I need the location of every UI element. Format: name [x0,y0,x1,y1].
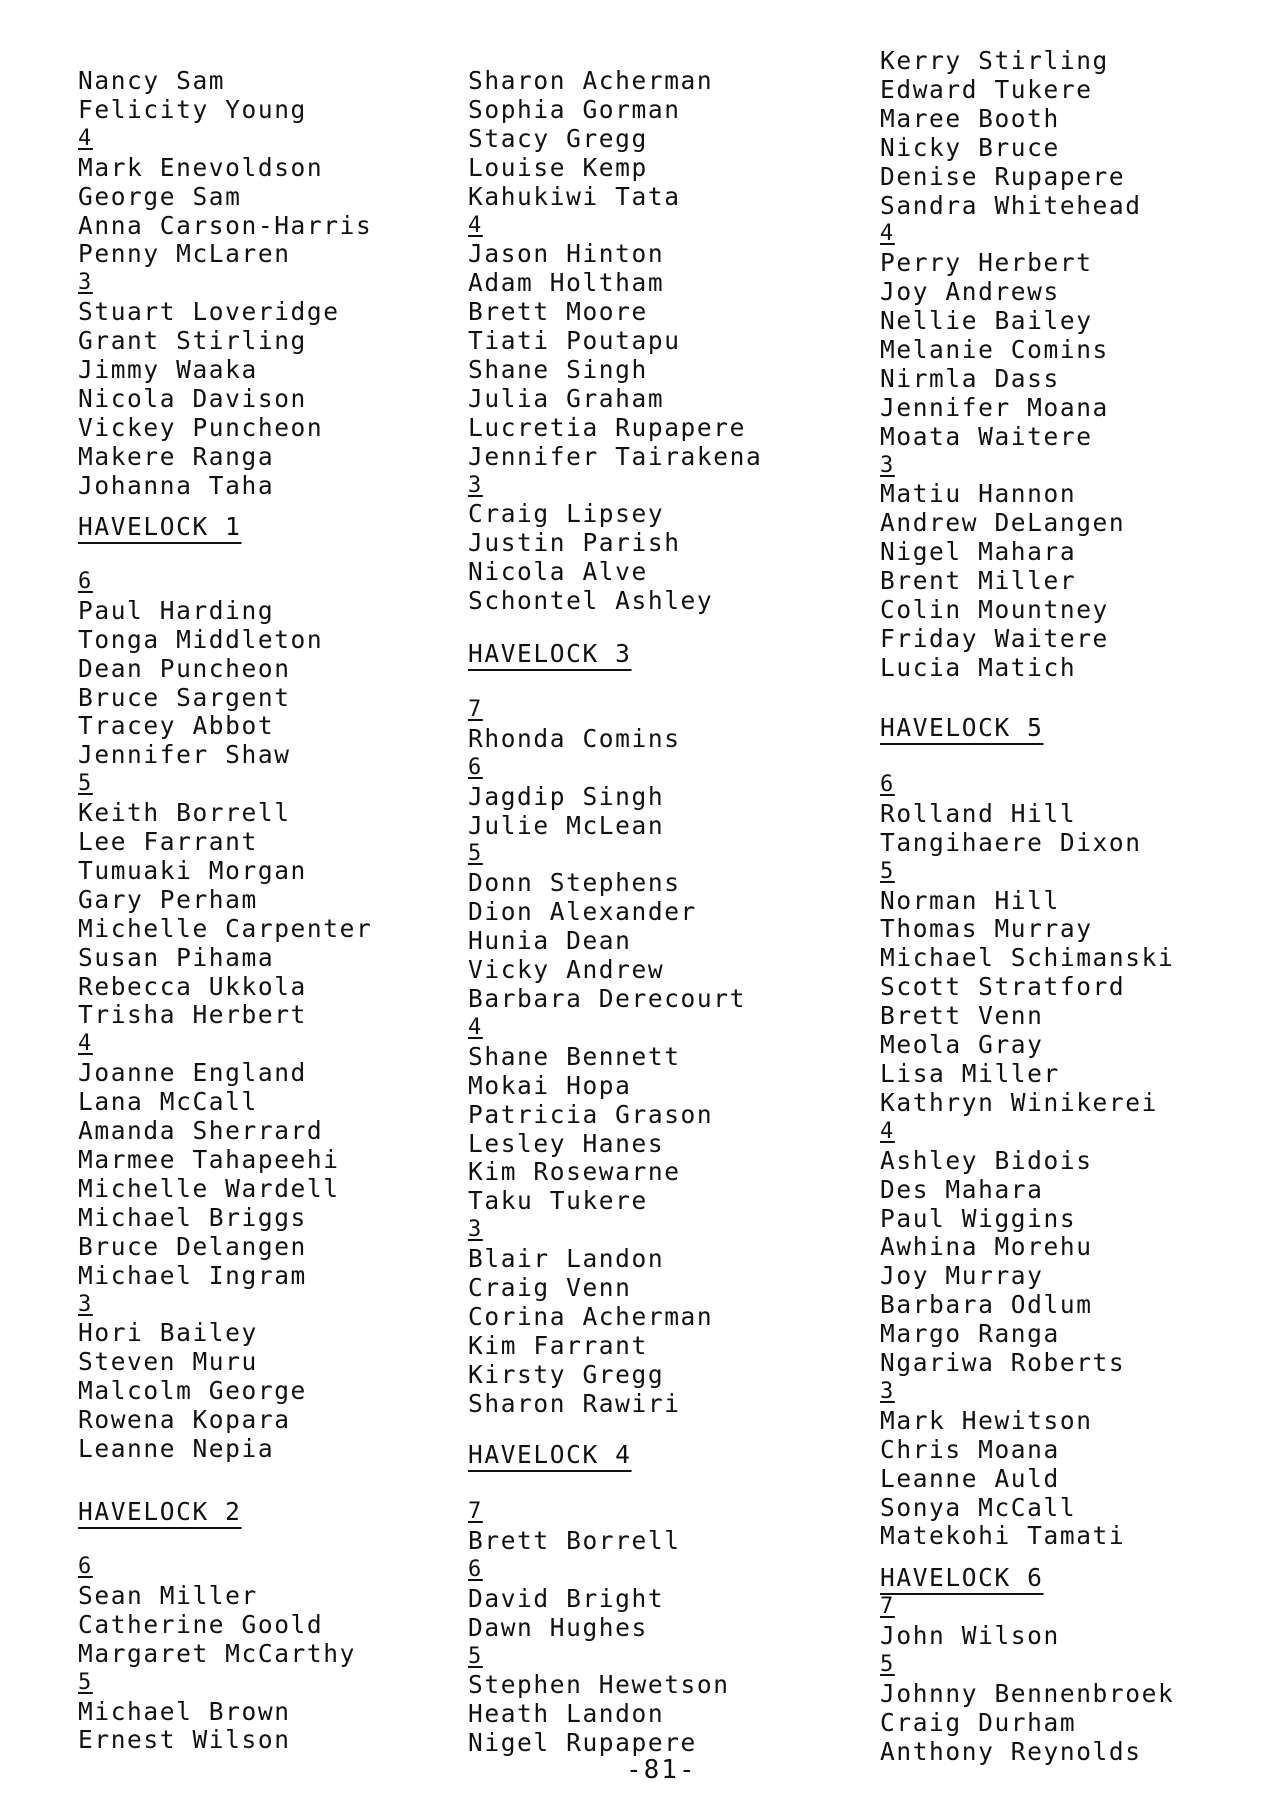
person-name: Sharon Acherman [468,66,714,95]
person-name: Sophia Gorman [468,95,681,124]
person-name: Lucia Matich [880,653,1077,682]
person-name: Mark Hewitson [880,1406,1093,1435]
person-name: Nancy Sam [78,66,226,95]
grade-number: 4 [468,213,483,238]
person-name: Susan Pihama [78,943,275,972]
person-name: Lee Farrant [78,827,258,856]
person-name: Jason Hinton [468,239,665,268]
person-name: Catherine Goold [78,1610,324,1639]
person-name: Johanna Taha [78,471,275,500]
person-name: Maree Booth [880,104,1060,133]
person-name: Moata Waitere [880,422,1093,451]
person-name: Joanne England [78,1058,307,1087]
section-heading: HAVELOCK 3 [468,639,632,668]
person-name: Dawn Hughes [468,1613,648,1642]
person-name: Felicity Young [78,95,307,124]
person-name: Amanda Sherrard [78,1116,324,1145]
person-name: Michael Briggs [78,1203,307,1232]
person-name: Paul Wiggins [880,1204,1077,1233]
person-name: Kerry Stirling [880,46,1109,75]
person-name: Trisha Herbert [78,1000,307,1029]
person-name: Paul Harding [78,596,275,625]
person-name: Joy Murray [880,1261,1044,1290]
grade-number: 7 [468,697,483,722]
person-name: Anthony Reynolds [880,1737,1142,1766]
person-name: Matiu Hannon [880,479,1077,508]
grade-number: 6 [468,755,483,780]
person-name: Dion Alexander [468,897,697,926]
person-name: Awhina Morehu [880,1232,1093,1261]
person-name: Steven Muru [78,1347,258,1376]
grade-number: 5 [880,1652,895,1677]
person-name: Nirmla Dass [880,364,1060,393]
person-name: Craig Durham [880,1708,1077,1737]
grade-number: 4 [78,1031,93,1056]
grade-number: 6 [468,1557,483,1582]
person-name: Margaret McCarthy [78,1639,356,1668]
person-name: Meola Gray [880,1030,1044,1059]
grade-number: 3 [880,453,895,478]
person-name: Rolland Hill [880,799,1077,828]
grade-number: 4 [468,1015,483,1040]
person-name: Michelle Carpenter [78,914,373,943]
person-name: Kahukiwi Tata [468,182,681,211]
person-name: Kim Rosewarne [468,1157,681,1186]
person-name: Makere Ranga [78,442,275,471]
person-name: George Sam [78,182,242,211]
grade-number: 4 [78,126,93,151]
person-name: Shane Singh [468,355,648,384]
grade-number: 7 [880,1594,895,1619]
person-name: Donn Stephens [468,868,681,897]
person-name: Malcolm George [78,1376,307,1405]
person-name: Tangihaere Dixon [880,828,1142,857]
person-name: Bruce Delangen [78,1232,307,1261]
person-name: Penny McLaren [78,239,291,268]
person-name: Gary Perham [78,885,258,914]
person-name: Julia Graham [468,384,665,413]
person-name: John Wilson [880,1621,1060,1650]
person-name: Kirsty Gregg [468,1360,665,1389]
page-number: -81- [626,1755,697,1785]
grade-number: 5 [468,841,483,866]
person-name: Michelle Wardell [78,1174,340,1203]
person-name: Craig Venn [468,1273,632,1302]
person-name: Justin Parish [468,528,681,557]
person-name: Lesley Hanes [468,1129,665,1158]
person-name: Anna Carson-Harris [78,211,373,240]
person-name: Joy Andrews [880,277,1060,306]
person-name: Nellie Bailey [880,306,1093,335]
person-name: Taku Tukere [468,1186,648,1215]
person-name: Tiati Poutapu [468,326,681,355]
person-name: Andrew DeLangen [880,508,1126,537]
grade-number: 3 [468,473,483,498]
person-name: Vicky Andrew [468,955,665,984]
person-name: Michael Ingram [78,1261,307,1290]
person-name: Hunia Dean [468,926,632,955]
person-name: Grant Stirling [78,326,307,355]
person-name: Chris Moana [880,1435,1060,1464]
grade-number: 5 [468,1644,483,1669]
grade-number: 3 [880,1379,895,1404]
person-name: Kim Farrant [468,1331,648,1360]
person-name: Nicola Davison [78,384,307,413]
person-name: Rhonda Comins [468,724,681,753]
person-name: Hori Bailey [78,1318,258,1347]
person-name: Edward Tukere [880,75,1093,104]
person-name: Jennifer Tairakena [468,442,763,471]
person-name: Michael Brown [78,1697,291,1726]
grade-number: 6 [880,772,895,797]
section-heading: HAVELOCK 1 [78,512,242,541]
person-name: Jagdip Singh [468,782,665,811]
person-name: Nicola Alve [468,557,648,586]
person-name: Sandra Whitehead [880,191,1142,220]
person-name: Brent Miller [880,566,1077,595]
person-name: Ngariwa Roberts [880,1348,1126,1377]
person-name: Johnny Bennenbroek [880,1679,1175,1708]
person-name: Melanie Comins [880,335,1109,364]
person-name: Heath Landon [468,1699,665,1728]
person-name: Shane Bennett [468,1042,681,1071]
person-name: Marmee Tahapeehi [78,1145,340,1174]
person-name: Matekohi Tamati [880,1521,1126,1550]
grade-number: 6 [78,569,93,594]
grade-number: 5 [880,859,895,884]
person-name: Scott Stratford [880,972,1126,1001]
person-name: Brett Borrell [468,1526,681,1555]
person-name: Sean Miller [78,1581,258,1610]
person-name: Stuart Loveridge [78,297,340,326]
person-name: Michael Schimanski [880,943,1175,972]
person-name: Vickey Puncheon [78,413,324,442]
person-name: Nicky Bruce [880,133,1060,162]
person-name: Tumuaki Morgan [78,856,307,885]
person-name: Sonya McCall [880,1493,1077,1522]
section-heading: HAVELOCK 5 [880,713,1044,742]
person-name: Brett Venn [880,1001,1044,1030]
grade-number: 3 [468,1217,483,1242]
grade-number: 4 [880,1119,895,1144]
person-name: Corina Acherman [468,1302,714,1331]
section-heading: HAVELOCK 6 [880,1563,1044,1592]
person-name: Ashley Bidois [880,1146,1093,1175]
person-name: Mark Enevoldson [78,153,324,182]
person-name: Leanne Auld [880,1464,1060,1493]
person-name: Margo Ranga [880,1319,1060,1348]
person-name: Jennifer Moana [880,393,1109,422]
person-name: Brett Moore [468,297,648,326]
person-name: Thomas Murray [880,914,1093,943]
person-name: Ernest Wilson [78,1725,291,1754]
grade-number: 3 [78,1292,93,1317]
person-name: Sharon Rawiri [468,1389,681,1418]
person-name: Bruce Sargent [78,683,291,712]
person-name: Mokai Hopa [468,1071,632,1100]
person-name: Schontel Ashley [468,586,714,615]
grade-number: 4 [880,221,895,246]
grade-number: 5 [78,771,93,796]
person-name: David Bright [468,1584,665,1613]
person-name: Patricia Grason [468,1100,714,1129]
person-name: Louise Kemp [468,153,648,182]
person-name: Lucretia Rupapere [468,413,746,442]
person-name: Barbara Odlum [880,1290,1093,1319]
person-name: Dean Puncheon [78,654,291,683]
person-name: Tonga Middleton [78,625,324,654]
grade-number: 6 [78,1554,93,1579]
person-name: Rowena Kopara [78,1405,291,1434]
person-name: Des Mahara [880,1175,1044,1204]
person-name: Nigel Rupapere [468,1728,697,1757]
person-name: Jimmy Waaka [78,355,258,384]
person-name: Perry Herbert [880,248,1093,277]
person-name: Keith Borrell [78,798,291,827]
person-name: Lana McCall [78,1087,258,1116]
person-name: Craig Lipsey [468,499,665,528]
person-name: Barbara Derecourt [468,984,746,1013]
grade-number: 3 [78,270,93,295]
person-name: Kathryn Winikerei [880,1088,1158,1117]
grade-number: 5 [78,1670,93,1695]
person-name: Adam Holtham [468,268,665,297]
person-name: Friday Waitere [880,624,1109,653]
person-name: Julie McLean [468,811,665,840]
person-name: Lisa Miller [880,1059,1060,1088]
person-name: Tracey Abbot [78,711,275,740]
person-name: Stephen Hewetson [468,1670,730,1699]
person-name: Colin Mountney [880,595,1109,624]
person-name: Norman Hill [880,886,1060,915]
person-name: Leanne Nepia [78,1434,275,1463]
section-heading: HAVELOCK 4 [468,1440,632,1469]
person-name: Blair Landon [468,1244,665,1273]
person-name: Jennifer Shaw [78,740,291,769]
grade-number: 7 [468,1499,483,1524]
person-name: Nigel Mahara [880,537,1077,566]
person-name: Denise Rupapere [880,162,1126,191]
section-heading: HAVELOCK 2 [78,1497,242,1526]
person-name: Stacy Gregg [468,124,648,153]
person-name: Rebecca Ukkola [78,972,307,1001]
